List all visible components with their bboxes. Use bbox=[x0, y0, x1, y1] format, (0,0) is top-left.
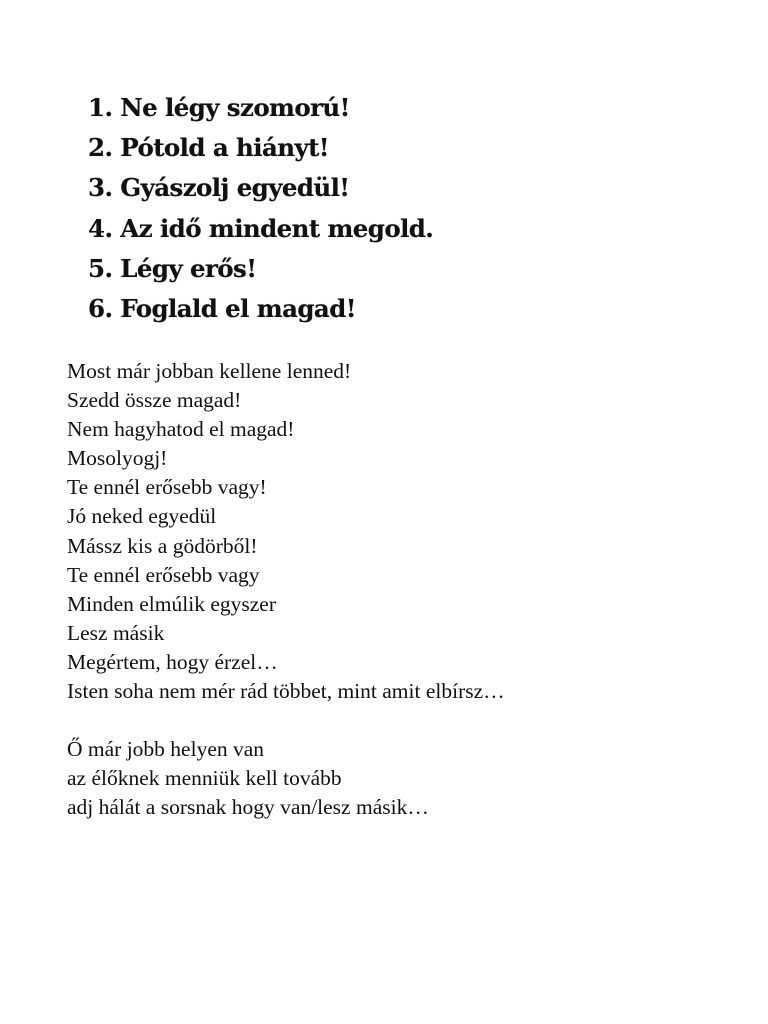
closing-paragraph bbox=[67, 735, 429, 822]
text-line: Szedd össze magad! bbox=[67, 388, 242, 413]
text-line: Megértem, hogy érzel… bbox=[67, 649, 278, 674]
text-line: Mássz kis a gödörből! bbox=[67, 533, 258, 558]
text-line: Te ennél erősebb vagy bbox=[67, 562, 260, 587]
text-line: Ő már jobb helyen van bbox=[67, 737, 265, 761]
list-item: 2. Pótold a hiányt! bbox=[88, 133, 329, 163]
list-item: 6. Foglald el magad! bbox=[88, 294, 356, 324]
text-line: az élőknek menniük kell tovább bbox=[67, 766, 342, 791]
list-item: 4. Az idő mindent megold. bbox=[88, 213, 434, 243]
text-line: Mosolyogj! bbox=[67, 446, 168, 471]
text-line: Minden elmúlik egyszer bbox=[67, 591, 276, 616]
text-line: Nem hagyhatod el magad! bbox=[67, 417, 295, 442]
numbered-list bbox=[88, 88, 433, 329]
text-line: Isten soha nem mér rád többet, mint amit elbírsz… bbox=[67, 679, 505, 704]
text-line: Jó neked egyedül bbox=[67, 504, 217, 529]
list-item: 3. Gyászolj egyedül! bbox=[88, 173, 350, 203]
text-line: Lesz másik bbox=[67, 620, 165, 645]
list-item: 1. Ne légy szomorú! bbox=[88, 93, 350, 122]
text-line: adj hálát a sorsnak hogy van/lesz másik… bbox=[67, 795, 429, 820]
list-item: 5. Légy erős! bbox=[88, 253, 257, 283]
text-line: Te ennél erősebb vagy! bbox=[67, 475, 267, 500]
body-paragraph bbox=[67, 357, 505, 706]
text-line: Most már jobban kellene lenned! bbox=[67, 359, 352, 383]
